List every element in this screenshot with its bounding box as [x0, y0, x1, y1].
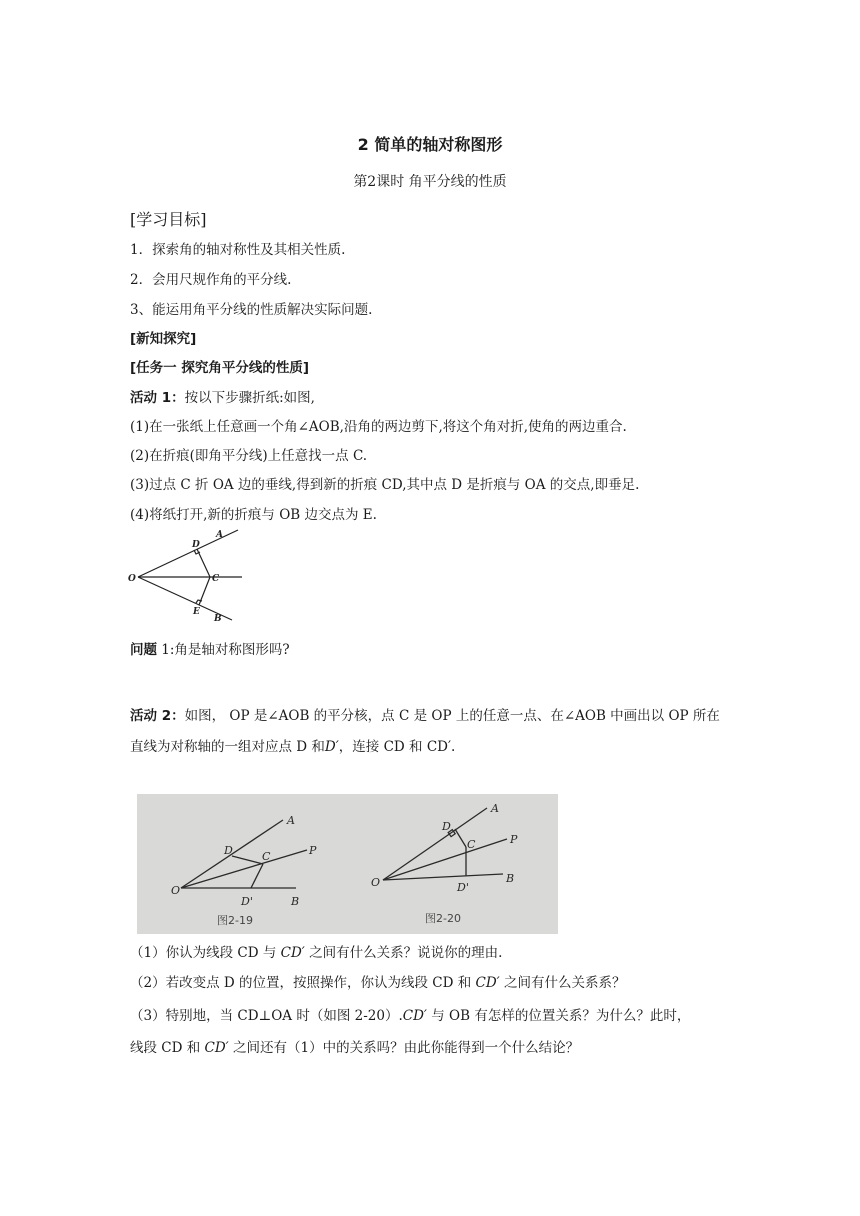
- activity1-step: (4)将纸打开,新的折痕与 OB 边交点为 E.: [130, 507, 377, 523]
- fig2-label-B: B: [506, 872, 515, 885]
- question-1: [130, 941, 502, 961]
- activity2-text: ，连接 CD 和 CD′.: [338, 739, 456, 755]
- activity2-line1: [130, 704, 720, 724]
- d-prime: D′: [324, 739, 339, 755]
- fig2-label-O: O: [371, 876, 381, 889]
- objective-item: 1．探索角的轴对称性及其相关性质.: [130, 242, 346, 258]
- fig1-label-D: D: [224, 844, 233, 857]
- activity2-text: 如图， OP 是∠AOB 的平分核，点 C 是 OP 上的任意一点、在∠AOB 中画出以 OP 所在: [184, 708, 720, 724]
- question-3-cont: [130, 1036, 579, 1056]
- label-B: B: [214, 614, 222, 624]
- question-text: （2）若改变点 D 的位置，按照操作，你认为线段 CD 和: [130, 975, 476, 991]
- objectives-heading: [学习目标]: [130, 210, 207, 229]
- new-knowledge-heading: [新知探究]: [130, 331, 197, 347]
- activity1-intro-text: 按以下步骤折纸:如图,: [184, 390, 315, 406]
- fig1-label-A: A: [287, 814, 295, 827]
- activity2-text: 直线为对称轴的一组对应点 D 和: [130, 739, 325, 755]
- question-text: （1）你认为线段 CD 与: [130, 945, 281, 961]
- fig2-caption: 图2-20: [425, 912, 461, 925]
- objective-item: 3、能运用角平分线的性质解决实际问题.: [130, 302, 373, 318]
- label-C: C: [212, 574, 220, 584]
- question-text: （3）特别地，当 CD⊥OA 时（如图 2-20）.: [130, 1008, 403, 1024]
- fig1-label-O: O: [171, 884, 181, 897]
- fig2-label-Dprime: D': [457, 881, 469, 894]
- task1-heading: [任务一 探究角平分线的性质]: [130, 360, 310, 376]
- question-text: 之间还有（1）中的关系吗？由此你能得到一个什么结论？: [228, 1040, 580, 1056]
- activity2-line2: [130, 735, 455, 755]
- question-3: [130, 1004, 690, 1024]
- question-text: 与 OB 有怎样的位置关系？为什么？此时，: [426, 1008, 691, 1024]
- question1-text: 1:角是轴对称图形吗?: [157, 642, 290, 658]
- label-A: A: [216, 530, 223, 540]
- objective-item: 2．会用尺规作角的平分线.: [130, 272, 292, 288]
- activity1-intro: [130, 386, 315, 406]
- question-text: 之间有什么关系系？: [499, 975, 626, 991]
- question-2: [130, 971, 626, 991]
- cd-prime: CD′: [402, 1008, 427, 1024]
- question1: [130, 638, 290, 658]
- label-E: E: [193, 607, 200, 617]
- activity1-step: (2)在折痕(即角平分线)上任意找一点 C.: [130, 448, 368, 464]
- figure-photo: [137, 794, 558, 934]
- fig2-label-C: C: [467, 838, 476, 851]
- fig2-label-A: A: [491, 802, 499, 815]
- question-text: 线段 CD 和: [130, 1040, 205, 1056]
- fig1-label-P: P: [309, 844, 317, 857]
- fig1-label-Dprime: D': [241, 895, 253, 908]
- lesson-subtitle: 第2课时 角平分线的性质: [353, 174, 507, 190]
- activity1-step: (3)过点 C 折 OA 边的垂线,得到新的折痕 CD,其中点 D 是折痕与 OA 的交点,即垂足.: [130, 477, 640, 493]
- question1-label: 问题: [130, 642, 157, 658]
- fig1-label-C: C: [262, 850, 271, 863]
- label-O: O: [128, 574, 136, 584]
- cd-prime: CD′: [475, 975, 500, 991]
- angle-fold-figure: [126, 528, 248, 626]
- activity2-label: 活动 2：: [130, 708, 185, 724]
- cd-prime: CD′: [204, 1040, 229, 1056]
- label-D: D: [192, 540, 200, 550]
- question-text: 之间有什么关系？说说你的理由.: [304, 945, 503, 961]
- fig1-label-B: B: [291, 895, 300, 908]
- page-title: 2 简单的轴对称图形: [357, 135, 503, 154]
- fig2-label-D: D: [442, 820, 451, 833]
- activity1-step: (1)在一张纸上任意画一个角∠AOB,沿角的两边剪下,将这个角对折,使角的两边重合.: [130, 419, 627, 435]
- fig1-caption: 图2-19: [217, 914, 253, 927]
- fig2-label-P: P: [510, 833, 518, 846]
- cd-prime: CD′: [280, 945, 305, 961]
- activity1-label: 活动 1：: [130, 390, 185, 406]
